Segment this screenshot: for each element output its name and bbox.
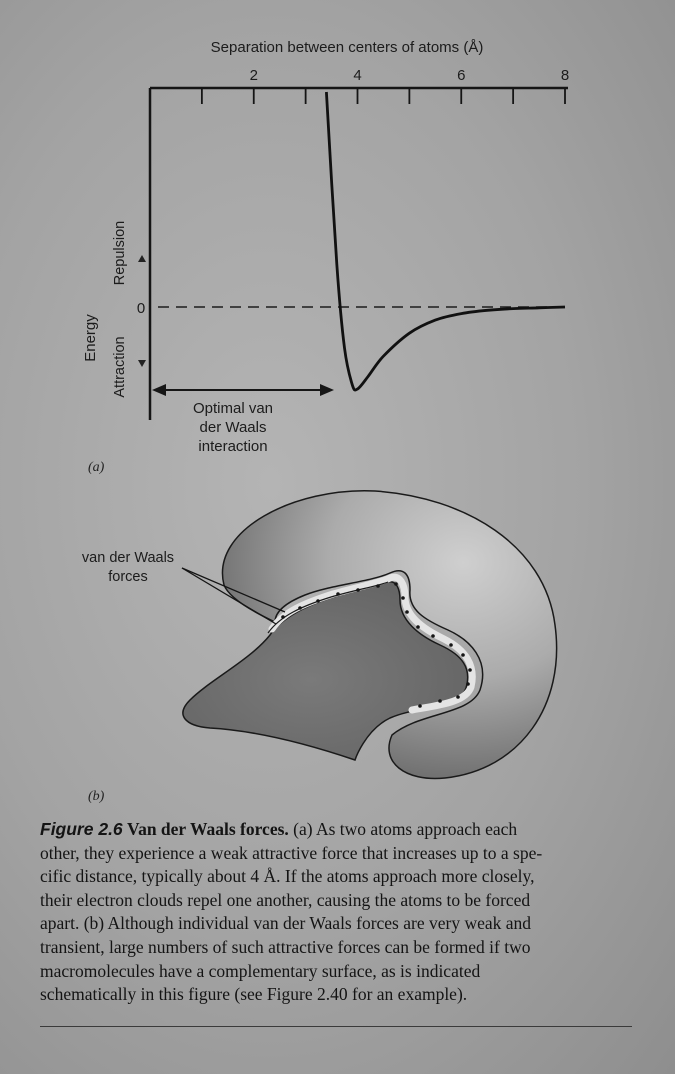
vdw-contact-dot	[431, 634, 435, 638]
vdw-contact-dot	[298, 606, 302, 610]
x-tick-label-6: 6	[457, 67, 466, 84]
caption-title: Van der Waals forces.	[127, 819, 289, 839]
vdw-contact-dot	[461, 653, 465, 657]
caption-line-4: their electron clouds repel one another, causing the atoms to be forced	[40, 889, 531, 910]
attraction-arrow-icon	[138, 360, 146, 367]
caption-line-1	[40, 818, 630, 842]
repulsion-label: Repulsion	[112, 220, 128, 286]
energy-curve	[326, 92, 565, 390]
y-zero-label: 0	[136, 300, 146, 317]
caption-line-2: other, they experience a weak attractive force that increases up to a spe-	[40, 842, 543, 863]
vdw-contact-dot	[468, 668, 472, 672]
attraction-label: Attraction	[112, 336, 128, 398]
caption-figure-number: Figure 2.6	[40, 819, 123, 839]
y-axis-title: Energy	[82, 314, 99, 362]
annotation-line-1: Optimal van	[192, 400, 274, 417]
caption-line-7: macromolecules have a complementary surface, as is indicated	[40, 960, 481, 981]
vdw-contact-dot	[336, 592, 340, 596]
panel-a-label: (a)	[88, 460, 105, 475]
vdw-contact-dot	[438, 699, 442, 703]
vdw-contact-dot	[416, 625, 420, 629]
caption-text-1: (a) As two atoms approach each	[293, 819, 518, 839]
figure-caption	[40, 818, 630, 1007]
caption-line-8: schematically in this figure (see Figure 2.40 for an example).	[40, 984, 468, 1005]
callout-line-2: forces	[108, 569, 148, 585]
complementary-surfaces	[82, 491, 557, 779]
bottom-rule	[40, 1026, 632, 1027]
panel-b-label: (b)	[88, 789, 105, 804]
energy-chart	[82, 39, 569, 455]
right-arrowhead-icon	[320, 384, 334, 396]
caption-line-6: transient, large numbers of such attractive forces can be formed if two	[40, 936, 531, 957]
caption-line-3: cific distance, typically about 4 Å. If the atoms approach more closely,	[40, 866, 535, 887]
left-arrowhead-icon	[152, 384, 166, 396]
vdw-contact-dot	[376, 584, 380, 588]
annotation-line-2: der Waals	[199, 419, 267, 436]
vdw-contact-dot	[418, 704, 422, 708]
vdw-contact-dot	[466, 682, 470, 686]
vdw-contact-dot	[401, 596, 405, 600]
vdw-contact-dot	[316, 599, 320, 603]
vdw-contact-dot	[449, 643, 453, 647]
vdw-contact-dot	[456, 695, 460, 699]
vdw-contact-dot	[405, 610, 409, 614]
vdw-contact-dot	[281, 615, 285, 619]
x-axis-title: Separation between centers of atoms (Å)	[210, 39, 484, 56]
caption-line-5: apart. (b) Although individual van der Waals forces are very weak and	[40, 913, 532, 934]
x-tick-label-2: 2	[249, 67, 258, 84]
callout-line-1: van der Waals	[81, 550, 175, 566]
x-tick-label-4: 4	[353, 67, 362, 84]
vdw-contact-dot	[356, 588, 360, 592]
annotation-line-3: interaction	[198, 438, 268, 455]
vdw-contact-dot	[394, 582, 398, 586]
x-tick-label-8: 8	[560, 67, 570, 84]
repulsion-arrow-icon	[138, 255, 146, 262]
